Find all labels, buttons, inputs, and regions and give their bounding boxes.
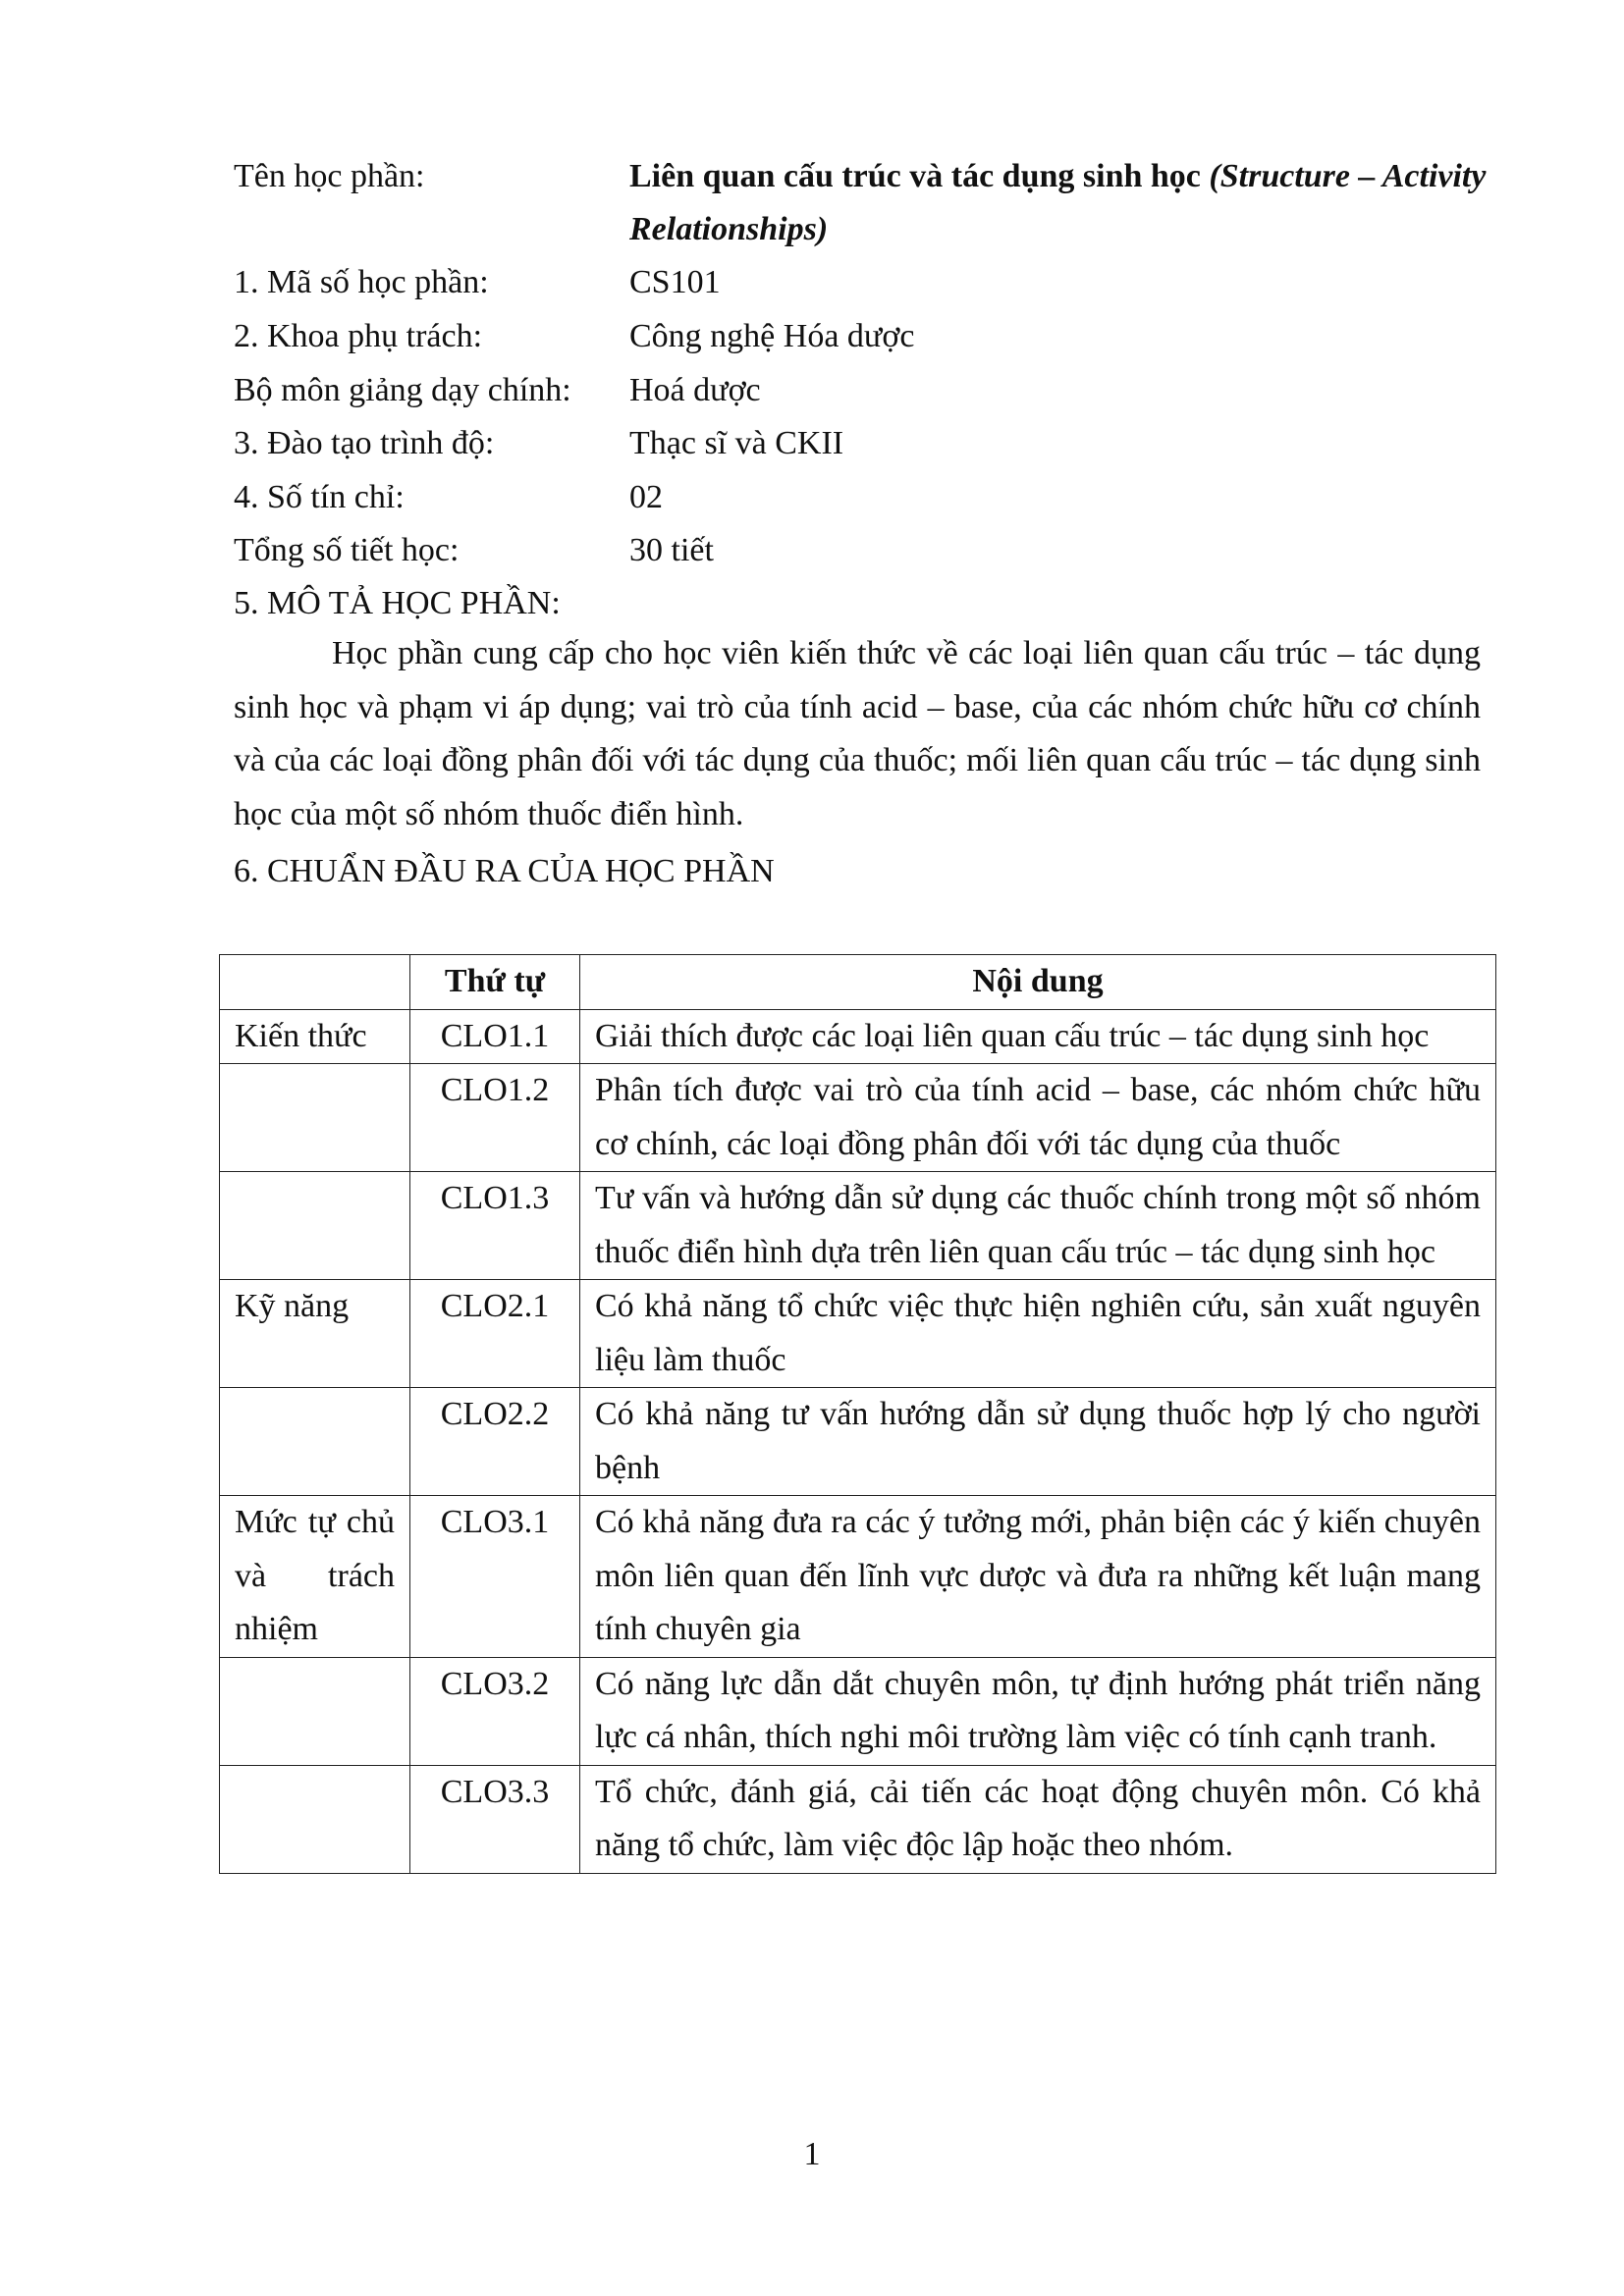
row-group (220, 1064, 410, 1172)
field-label: Tổng số tiết học: (234, 532, 460, 568)
field-row-course-code (234, 256, 1481, 309)
course-name-vi: Liên quan cấu trúc và tác dụng sinh học (629, 158, 1201, 194)
field-value: CS101 (629, 264, 721, 300)
field-label: 4. Số tín chỉ: (234, 479, 405, 515)
row-code: CLO2.1 (410, 1280, 580, 1388)
course-name (629, 150, 1493, 256)
field-label: Bộ môn giảng dạy chính: (234, 372, 571, 408)
page-number: 1 (803, 2136, 821, 2172)
field-row-credits (234, 471, 1481, 524)
learning-outcomes-table (219, 954, 1496, 1874)
field-row-total-periods (234, 524, 1481, 577)
table-row (220, 1280, 1496, 1388)
row-code: CLO1.3 (410, 1172, 580, 1280)
table-row (220, 1009, 1496, 1064)
row-group: Kỹ năng (220, 1280, 410, 1388)
field-row-level (234, 417, 1481, 470)
row-content: Tư vấn và hướng dẫn sử dụng các thuốc chính trong một số nhóm thuốc điển hình dựa trên liên quan cấu trúc – tác dụng sinh học (580, 1172, 1496, 1280)
header-code: Thứ tự (410, 955, 580, 1010)
table-row (220, 1496, 1496, 1658)
row-group: Mức tự chủ và trách nhiệm (220, 1496, 410, 1658)
table-row (220, 1064, 1496, 1172)
row-group (220, 1657, 410, 1765)
row-group (220, 1765, 410, 1873)
field-value: Thạc sĩ và CKII (629, 425, 844, 461)
row-group (220, 1388, 410, 1496)
table-row (220, 1765, 1496, 1873)
row-code: CLO3.2 (410, 1657, 580, 1765)
field-label: 2. Khoa phụ trách: (234, 318, 483, 354)
course-name-label: Tên học phần: (234, 158, 425, 194)
header-group (220, 955, 410, 1010)
row-content: Giải thích được các loại liên quan cấu trúc – tác dụng sinh học (580, 1009, 1496, 1064)
field-value: Công nghệ Hóa dược (629, 318, 915, 354)
section-6-heading: 6. CHUẨN ĐẦU RA CỦA HỌC PHẦN (234, 853, 775, 889)
field-row-department (234, 364, 1481, 417)
row-content: Phân tích được vai trò của tính acid – base, các nhóm chức hữu cơ chính, các loại đồng phân đối với tác dụng của thuốc (580, 1064, 1496, 1172)
row-code: CLO1.1 (410, 1009, 580, 1064)
header-content: Nội dung (580, 955, 1496, 1010)
row-content: Có khả năng tư vấn hướng dẫn sử dụng thuốc hợp lý cho người bệnh (580, 1388, 1496, 1496)
course-name-en: (Structure – Activity Relationships) (629, 158, 1487, 247)
row-content: Tổ chức, đánh giá, cải tiến các hoạt động chuyên môn. Có khả năng tổ chức, làm việc độc lập hoặc theo nhóm. (580, 1765, 1496, 1873)
course-description: Học phần cung cấp cho học viên kiến thức về các loại liên quan cấu trúc – tác dụng sinh học và phạm vi áp dụng; vai trò của tính acid – base, của các nhóm chức hữu cơ chính và của các loại đồng phân đối với tác dụng của thuốc; mối liên quan cấu trúc – tác dụng sinh học của một số nhóm thuốc điển hình. (234, 635, 1481, 832)
section-5-heading: 5. MÔ TẢ HỌC PHẦN: (234, 585, 561, 621)
row-group (220, 1172, 410, 1280)
row-code: CLO3.1 (410, 1496, 580, 1658)
field-value: 02 (629, 479, 663, 515)
row-content: Có khả năng tổ chức việc thực hiện nghiên cứu, sản xuất nguyên liệu làm thuốc (580, 1280, 1496, 1388)
field-row-faculty (234, 310, 1481, 363)
row-content: Có khả năng đưa ra các ý tưởng mới, phản biện các ý kiến chuyên môn liên quan đến lĩnh vực dược và đưa ra những kết luận mang tính chuyên gia (580, 1496, 1496, 1658)
table-row (220, 1172, 1496, 1280)
table-row (220, 1388, 1496, 1496)
table-row (220, 1657, 1496, 1765)
row-code: CLO1.2 (410, 1064, 580, 1172)
table-header-row (220, 955, 1496, 1010)
field-label: 1. Mã số học phần: (234, 264, 489, 300)
field-value: Hoá dược (629, 372, 761, 408)
row-code: CLO2.2 (410, 1388, 580, 1496)
row-content: Có năng lực dẫn dắt chuyên môn, tự định hướng phát triển năng lực cá nhân, thích nghi môi trường làm việc có tính cạnh tranh. (580, 1657, 1496, 1765)
field-value: 30 tiết (629, 532, 714, 568)
field-label: 3. Đào tạo trình độ: (234, 425, 495, 461)
row-code: CLO3.3 (410, 1765, 580, 1873)
row-group: Kiến thức (220, 1009, 410, 1064)
